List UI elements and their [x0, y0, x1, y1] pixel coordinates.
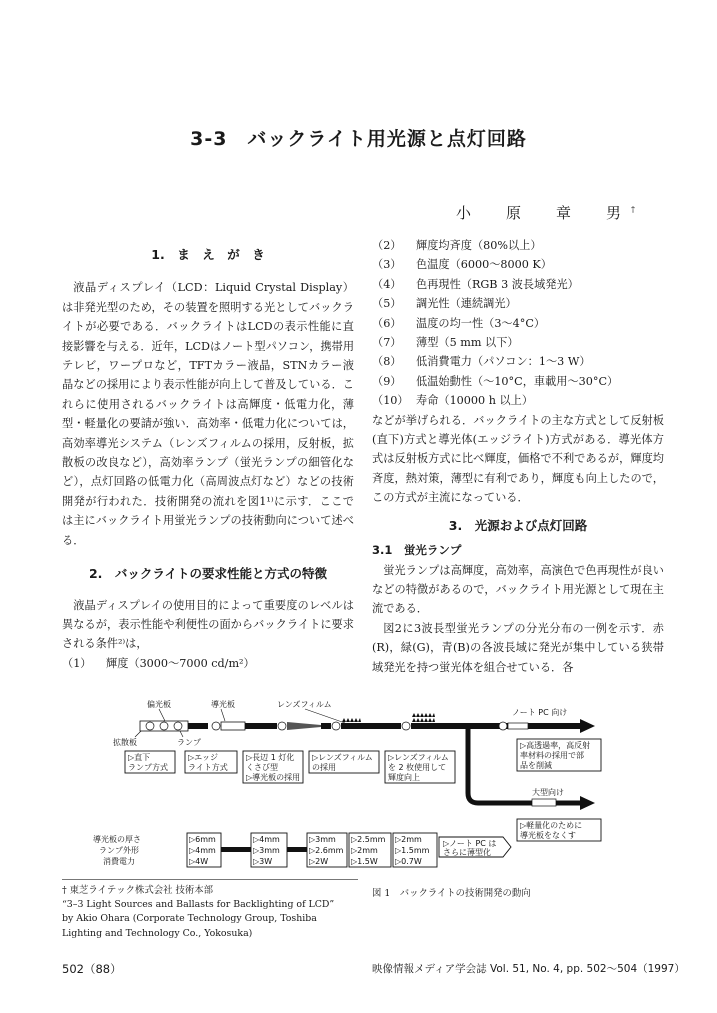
- label-polarizer: 偏光板: [147, 700, 171, 709]
- box-line: ▷レンズフィルム: [388, 753, 449, 762]
- box-line: 品を削減: [520, 761, 552, 770]
- section1-heading: 1. ま え が き: [151, 247, 265, 262]
- item-number: （7）: [372, 336, 402, 350]
- requirement-item-6: [372, 314, 664, 333]
- author-text: 小 原 章 男: [455, 204, 631, 222]
- box-line: ランプ方式: [128, 763, 168, 772]
- requirement-item-1: [62, 654, 354, 673]
- spec-value: ▷1.5mm: [395, 846, 430, 855]
- section1-paragraph: 液晶ディスプレイ（LCD：Liquid Crystal Display）は非発光型のため，その装置を照明する光としてバックライトが必要である．バックライトはLCDの表示性能に直接影響を与える．近年，LCDはノート型パソコン，携帯用テレビ，ワープロなど，TFTカラー液晶，STNカラー液晶などの採用により表示性能が向上して普及している．これらに使用されるバックライトは高輝度・低電力化，薄型・軽量化の要請が強い．高効率・低電力化については，高効率導光システム（レンズフィルムの採用，反射板，拡散板の改良など），高効率ランプ（蛍光ランプの細管化など），点灯回路の低電力化（高周波点灯など）などの技術開発が行われた．技術開発の流れを図1¹⁾に示す．ここでは主にバックライト用蛍光ランプの技術動向について述べる．: [62, 281, 355, 547]
- arrow-segment: [321, 723, 331, 729]
- item-number: （5）: [372, 297, 402, 311]
- requirement-item-2: [372, 236, 664, 255]
- spec-value: ▷2.6mm: [309, 846, 344, 855]
- arrow-segment: [221, 847, 251, 852]
- stage-6-icon: [499, 722, 528, 730]
- requirement-item-7: [372, 333, 664, 352]
- requirement-item-4: [372, 275, 664, 294]
- box-line: ▷エッジ: [188, 753, 218, 762]
- box-lens-film: [309, 751, 379, 773]
- right-column: [372, 236, 664, 677]
- figure-1-diagram: [85, 695, 615, 875]
- box-line: ▷レンズフィルム: [312, 753, 373, 762]
- page-title: 3-3 バックライト用光源と点灯回路: [190, 128, 527, 150]
- box-edge-light: [185, 751, 237, 773]
- box-line: を 2 枚使用して: [388, 763, 447, 772]
- spec-column-4: [349, 833, 391, 867]
- author-mark: †: [631, 205, 635, 214]
- spec-value: ▷2mm: [351, 846, 378, 855]
- large-panel-icon: [532, 799, 556, 806]
- item-text: 低消費電力（パソコン：1〜3 W）: [416, 355, 591, 369]
- box-line: 導光板をなくす: [520, 831, 576, 840]
- spec-column-5: [393, 833, 437, 867]
- box-two-lens-films: [385, 751, 455, 783]
- box-high-transmittance: [517, 739, 601, 771]
- spec-value: ▷4W: [189, 857, 209, 866]
- spec-value: ▷1.5W: [351, 857, 378, 866]
- box-direct-lamp: [125, 751, 175, 773]
- requirement-item-5: [372, 294, 664, 313]
- box-line: ▷高透過率，高反射: [520, 741, 591, 750]
- author-name: [456, 202, 635, 223]
- box-line: 率材料の採用で部: [520, 751, 584, 760]
- footnote-affiliation: † 東芝ライテック株式会社 技術本部: [62, 885, 213, 896]
- box-line: くさび型: [246, 763, 278, 772]
- item-text: 色再現性（RGB 3 波長域発光）: [416, 277, 579, 291]
- item-number: （9）: [372, 374, 402, 388]
- spec-value: ▷3mm: [309, 835, 336, 844]
- item-text: 輝度（3000〜7000 cd/m²）: [106, 656, 255, 670]
- arrow-head: [580, 719, 595, 733]
- footnote-company-line: Lighting and Technology Co., Yokosuka): [62, 927, 253, 939]
- requirement-item-3: [372, 255, 664, 274]
- item-text: 色温度（6000〜8000 K）: [416, 258, 552, 272]
- section2-heading: 2. バックライトの要求性能と方式の特徴: [88, 566, 328, 582]
- label-note-pc: ノート PC 向け: [512, 708, 568, 717]
- paragraph-methods: などが挙げられる．バックライトの主な方式として反射板(直下)方式と導光体(エッジライト)方式がある．導光体方式は反射板方式に比べ輝度，価格で不利であるが，輝度均斉度，熱対策，薄型に有利であり，輝度も向上したので，この方式が主流になっている．: [372, 413, 664, 505]
- arrow-segment: [188, 723, 208, 729]
- spec-value: ▷0.7W: [395, 857, 422, 866]
- stage-2-edge-icon: [212, 722, 245, 730]
- spec-value: ▷2.5mm: [351, 835, 386, 844]
- left-column: [62, 245, 354, 673]
- row-label-power: 消費電力: [103, 857, 135, 866]
- spec-value: ▷4mm: [253, 835, 280, 844]
- footnote-author-line: by Akio Ohara (Corporate Technology Group, Toshiba: [62, 913, 317, 925]
- item-number: （1）: [62, 656, 92, 670]
- section3-heading: 3. 光源および点灯回路: [448, 517, 588, 533]
- spec-value: ▷3W: [253, 857, 273, 866]
- item-number: （3）: [372, 258, 402, 272]
- paragraph-fluorescent: 蛍光ランプは高輝度，高効率，高演色で色再現性が良いなどの特徴があるので，バックライト用光源として現在主流である．: [372, 563, 664, 616]
- item-number: （8）: [372, 355, 402, 369]
- branch-arrow-head: [580, 796, 595, 810]
- box-line: ▷軽量化のために: [520, 821, 583, 830]
- requirement-item-9: [372, 372, 664, 391]
- box-line: ▷直下: [128, 753, 151, 762]
- spec-value: ▷6mm: [189, 835, 216, 844]
- item-number: （4）: [372, 277, 402, 291]
- label-light-guide: 導光板: [211, 700, 235, 709]
- box-line: さらに薄型化: [443, 848, 491, 857]
- label-lamp: ランプ: [177, 738, 201, 747]
- box-line: の採用: [312, 763, 336, 772]
- item-number: （6）: [372, 316, 402, 330]
- box-line: ▷長辺 1 灯化: [246, 753, 295, 762]
- spec-value: ▷4mm: [189, 846, 216, 855]
- stage-3-wedge-icon: [278, 722, 321, 730]
- item-text: 調光性（連続調光）: [416, 297, 517, 311]
- box-line: ライト方式: [188, 763, 228, 772]
- arrow-segment: [287, 847, 307, 852]
- main-arrow-shaft: [435, 723, 580, 729]
- page-number: 502（88）: [62, 962, 122, 976]
- footnote: [62, 884, 334, 941]
- box-line: ▷導光板の採用: [246, 773, 301, 782]
- item-text: 低温始動性（〜10°C，車載用〜30°C）: [416, 374, 619, 388]
- box-wedge: [243, 751, 303, 783]
- arrow-segment: [361, 723, 401, 729]
- spec-column-1: [187, 833, 221, 867]
- row-label-lamp-diameter: ランプ外形: [99, 846, 139, 855]
- spec-column-3: [307, 833, 347, 867]
- arrow-segment: [245, 723, 277, 729]
- item-text: 輝度均斉度（80%以上）: [416, 239, 542, 252]
- item-text: 寿命（10000 h 以上）: [416, 394, 534, 408]
- footnote-rule: [62, 879, 358, 880]
- item-number: （2）: [372, 239, 402, 252]
- label-diffuser: 拡散板: [113, 738, 137, 747]
- item-number: （10）: [372, 394, 409, 408]
- box-line: 輝度向上: [388, 773, 420, 782]
- requirement-item-8: [372, 352, 664, 371]
- section31-heading: 3.1 蛍光ランプ: [372, 543, 462, 558]
- row-label-thickness: 導光板の厚さ: [93, 835, 141, 844]
- item-text: 薄型（5 mm 以下）: [416, 336, 519, 350]
- stage-5-double-film-icon: [402, 713, 435, 730]
- item-text: 温度の均一性（3〜4°C）: [416, 316, 546, 330]
- spec-column-2: [251, 833, 287, 867]
- box-note-pc-thinner: [439, 837, 511, 857]
- paragraph-spectrum: 図2に3波長型蛍光ランプの分光分布の一例を示す．赤(R)，緑(G)，青(B)の各波長域に発光が集中している狭帯域発光を持つ蛍光体を組合せている．各: [372, 621, 664, 674]
- label-large: 大型向け: [532, 788, 564, 797]
- spec-value: ▷2mm: [395, 835, 422, 844]
- footnote-english-title: “3–3 Light Sources and Ballasts for Backlighting of LCD”: [62, 899, 335, 911]
- spec-value: ▷3mm: [253, 846, 280, 855]
- section2-paragraph: 液晶ディスプレイの使用目的によって重要度のレベルは異なるが，表示性能や利便性の面からバックライトに要求される条件²⁾は，: [62, 598, 354, 651]
- box-line: ▷ノート PC は: [443, 839, 497, 848]
- spec-value: ▷2W: [309, 857, 329, 866]
- label-lens-film: レンズフィルム: [277, 700, 332, 709]
- requirement-item-10: [372, 391, 664, 410]
- journal-citation: 映像情報メディア学会誌 Vol. 51, No. 4, pp. 502〜504（1997）: [372, 963, 685, 975]
- stage-1-backlight-icon: [140, 721, 188, 731]
- box-lightweight: [517, 819, 601, 841]
- figure-caption: 図 1 バックライトの技術開発の動向: [372, 888, 531, 899]
